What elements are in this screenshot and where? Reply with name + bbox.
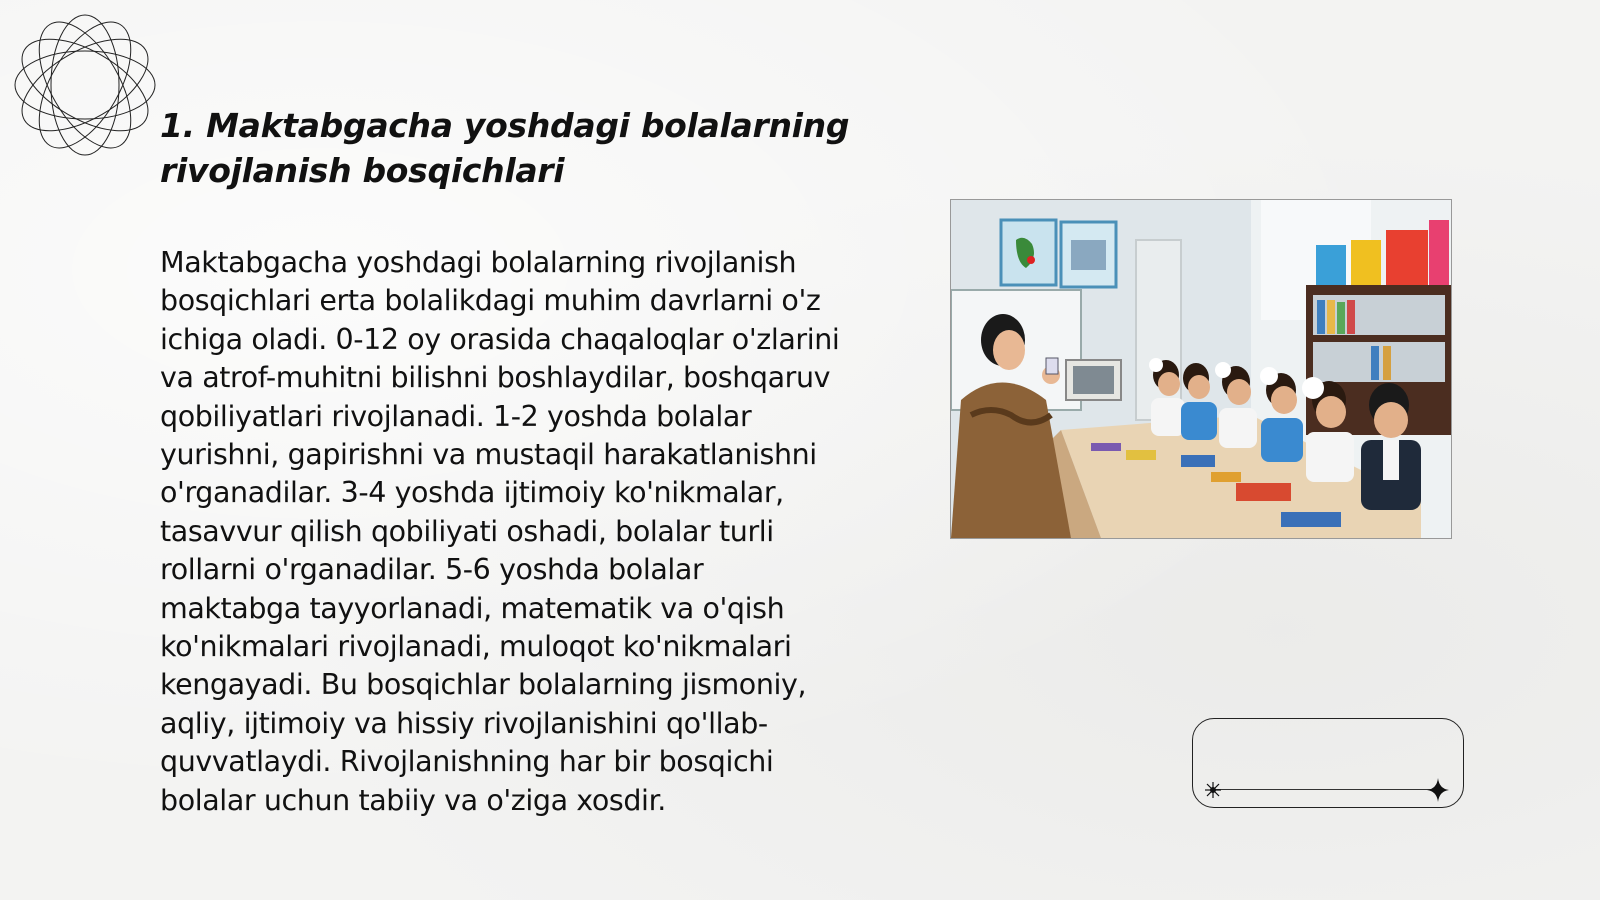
four-point-star-icon — [1427, 778, 1449, 802]
starburst-icon — [1203, 780, 1223, 800]
spirograph-rosette-icon — [10, 10, 160, 160]
slide-title: 1. Maktabgacha yoshdagi bolalarning rivojlanish bosqichlari — [160, 106, 850, 190]
decorative-frame — [1192, 718, 1464, 808]
decorative-line — [1213, 789, 1443, 790]
slide-body-text: Maktabgacha yoshdagi bolalarning rivojlanish bosqichlari erta bolalikdagi muhim davrlarni o'z ichiga oladi. 0-12 oy orasida chaqaloqlar o'zlarini va atrof-muhitni bilishni boshlaydilar, boshqaruv qobiliyatlari rivojlanadi. 1-2 yoshda bolalar yurishni, gapirishni va mustaqil harakatlanishni o'rganadilar. 3-4 yoshda ijtimoiy ko'nikmalar, tasavvur qilish qobiliyati oshadi, bolalar turli rollarni o'rganadilar. 5-6 yoshda bolalar maktabga tayyorlanadi, matematik va o'qish ko'nikmalari rivojlanadi, muloqot ko'nikmalari kengayadi. Bu bosqichlar bolalarning jismoniy, aqliy, ijtimoiy va hissiy rivojlanishini qo'llab-quvvatlaydi. Rivojlanishning har bir bosqichi bolalar uchun tabiiy va o'ziga xosdir. — [160, 246, 840, 817]
classroom-photo — [950, 199, 1452, 539]
